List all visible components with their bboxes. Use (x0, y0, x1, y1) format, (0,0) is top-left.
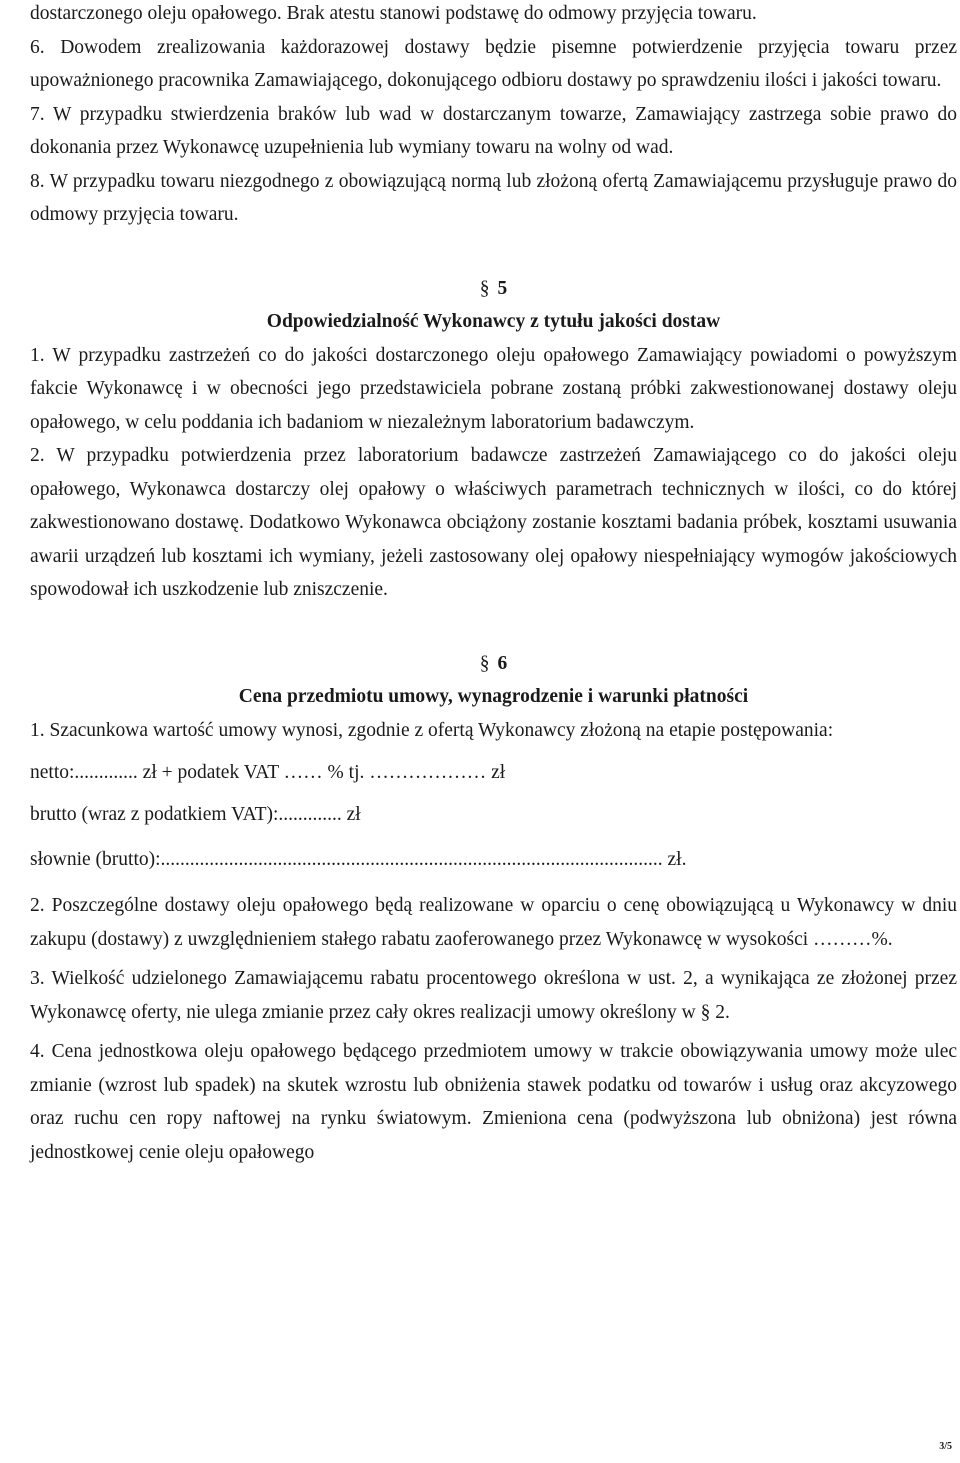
s6-paragraph-3 (30, 962, 957, 1029)
paragraph-number: 2. (30, 895, 45, 916)
page-number: 3/5 (939, 1441, 952, 1452)
paragraph-number: 3. (30, 968, 45, 989)
spacer (30, 607, 957, 647)
paragraph-text: W przypadku potwierdzenia przez laboratorium badawcze zastrzeżeń Zamawiającego co do jakości oleju opałowego, Wykonawca dostarczy olej opałowy o właściwych parametrach technicznych w ilości, co do której zakwestionowano dostawę. Dodatkowo Wykonawca obciążony zostanie kosztami badania próbek, kosztami usuwania awarii urządzeń lub kosztami ich wymiany, jeżeli zastosowany olej opałowy niespełniający wymogów jakościowych spowodował ich uszkodzenie lub zniszczenie. (30, 445, 957, 600)
section-symbol: § (479, 277, 490, 299)
paragraph-6 (30, 31, 957, 98)
paragraph-number: 8. (30, 170, 45, 192)
paragraph-number: 7. (30, 103, 45, 125)
section-6-title: Cena przedmiotu umowy, wynagrodzenie i warunki płatności (238, 686, 749, 707)
section-number: 5 (497, 277, 508, 299)
document-page (30, 0, 957, 1169)
section-5-title: Odpowiedzialność Wykonawcy z tytułu jakości dostaw (266, 311, 721, 332)
brutto-line: brutto (wraz z podatkiem VAT):............. zł (30, 804, 361, 825)
spacer (30, 232, 957, 272)
s6-paragraph-2 (30, 889, 957, 956)
paragraph-number: 4. (30, 1041, 45, 1062)
paragraph-text: Szacunkowa wartość umowy wynosi, zgodnie z ofertą Wykonawcy złożoną na etapie postępowania: (49, 719, 834, 741)
paragraph-8 (30, 165, 957, 232)
paragraph-number: 6. (30, 36, 45, 58)
section-6-number (30, 647, 957, 681)
paragraph-number: 1. (30, 344, 45, 366)
paragraph-text: Wielkość udzielonego Zamawiającemu rabatu procentowego określona w ust. 2, a wynikająca ze złożonej przez Wykonawcę oferty, nie ulega zmianie przez cały okres realizacji umowy określony w § 2. (30, 968, 957, 1023)
paragraph-text: Cena jednostkowa oleju opałowego będącego przedmiotem umowy w trakcie obowiązywania umowy może ulec zmianie (wzrost lub spadek) na skutek wzrostu lub obniżenia stawek podatku od towarów i usług oraz akcyzowego oraz ruchu cen ropy naftowej na rynku światowym. Zmieniona cena (podwyższona lub obniżona) jest równa jednostkowej cenie oleju opałowego (30, 1041, 958, 1163)
paragraph-number: 2. (30, 445, 45, 466)
s6-paragraph-1 (30, 714, 957, 748)
s5-paragraph-1 (30, 339, 957, 440)
paragraph-text: Poszczególne dostawy oleju opałowego będą realizowane w oparciu o cenę obowiązującą u Wykonawcy w dniu zakupu (dostawy) z uwzględnieniem stałego rabatu zaoferowanego przez Wykonawcę w wysokości ………%. (30, 895, 957, 950)
section-number: 6 (497, 652, 508, 674)
netto-line: netto:............. zł + podatek VAT …… % tj. ……………… zł (30, 762, 506, 783)
paragraph-7 (30, 98, 957, 165)
section-symbol: § (479, 652, 490, 674)
paragraph-text: Dowodem zrealizowania każdorazowej dostawy będzie pisemne potwierdzenie przyjęcia towaru przez upoważnionego pracownika Zamawiającego, dokonującego odbioru dostawy po sprawdzeniu ilości i jakości towaru. (30, 36, 958, 91)
section-5-number (30, 272, 957, 306)
paragraph-text: W przypadku towaru niezgodnego z obowiązującą normą lub złożoną ofertą Zamawiającemu przysługuje prawo do odmowy przyjęcia towaru. (30, 170, 958, 225)
s6-paragraph-4 (30, 1035, 957, 1169)
top-fragment: dostarczonego oleju opałowego. Brak atestu stanowi podstawę do odmowy przyjęcia towaru. (30, 3, 757, 24)
s5-paragraph-2 (30, 439, 957, 607)
paragraph-text: W przypadku zastrzeżeń co do jakości dostarczonego oleju opałowego Zamawiający powiadomi o powyższym fakcie Wykonawcę i w obecności jego przedstawiciela pobrane zostaną próbki zakwestionowanej dostawy oleju opałowego, w celu poddania ich badaniom w niezależnym laboratorium badawczym. (30, 344, 957, 433)
slownie-line: słownie (brutto):....................................................................................................... zł. (30, 849, 687, 870)
paragraph-number: 1. (30, 719, 45, 741)
paragraph-text: W przypadku stwierdzenia braków lub wad w dostarczanym towarze, Zamawiający zastrzega sobie prawo do dokonania przez Wykonawcę uzupełnienia lub wymiany towaru na wolny od wad. (30, 103, 957, 158)
